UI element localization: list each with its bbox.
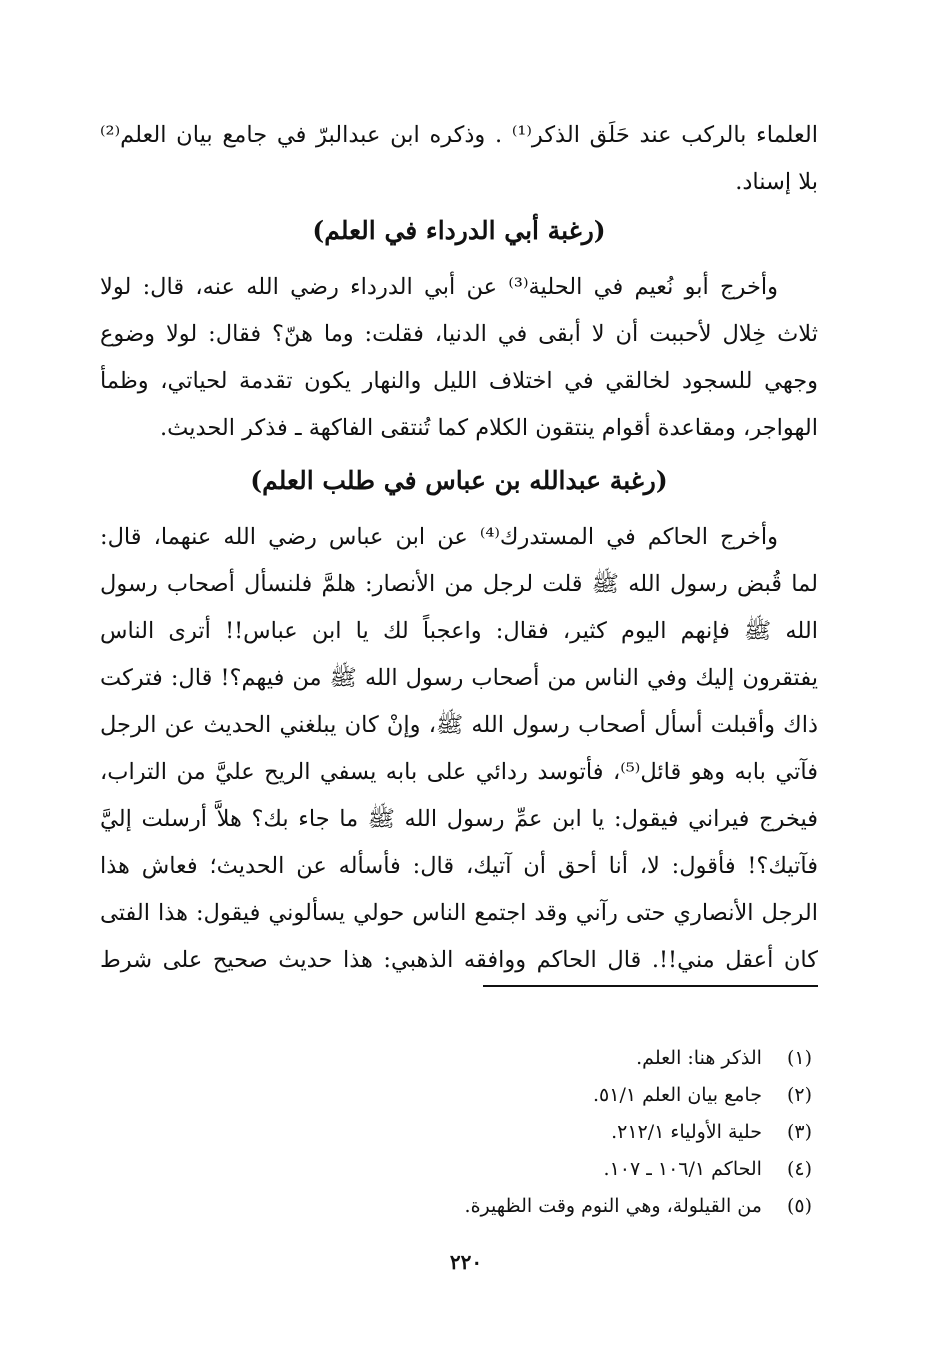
text-line: الله ﷺ فإنهم اليوم كثير، فقال: واعجباً لك يا ابن عباس!! أترى الناس	[100, 618, 818, 644]
footnote-item	[300, 1151, 812, 1188]
page-number: ٢٢٠	[449, 1250, 483, 1274]
footnote-number: (٤)	[786, 1158, 812, 1180]
text-line: بلا إسناد.	[735, 169, 818, 195]
footnote-text: الحاكم ١٠٦/١ ـ ١٠٧.	[603, 1158, 762, 1180]
footnote-number: (٢)	[786, 1084, 812, 1106]
footnote-item	[300, 1040, 812, 1077]
footnote-item	[300, 1188, 812, 1225]
text-line: العلماء بالركب عند حَلَق الذكر⁽¹⁾ . وذكره ابن عبدالبرّ في جامع بيان العلم⁽²⁾	[100, 122, 818, 148]
footnote-separator	[483, 985, 818, 987]
footnote-text: جامع بيان العلم ٥١/١.	[593, 1084, 762, 1106]
footnotes	[300, 1040, 812, 1225]
text-line: وأخرج الحاكم في المستدرك⁽⁴⁾ عن ابن عباس رضي الله عنهما، قال:	[100, 524, 778, 550]
text-line: فآتي بابه وهو قائل⁽⁵⁾، فأتوسد ردائي على بابه يسفي الريح عليَّ من التراب،	[100, 759, 818, 785]
paragraph-abu-darda	[100, 264, 818, 452]
text-line: وأخرج أبو نُعيم في الحلية⁽³⁾ عن أبي الدرداء رضي الله عنه، قال: لولا	[100, 274, 778, 300]
footnote-number: (١)	[786, 1047, 812, 1069]
footnote-item	[300, 1114, 812, 1151]
footnote-number: (٥)	[786, 1195, 812, 1217]
section-heading-abu-darda: (رغبة أبي الدرداء في العلم)	[312, 216, 606, 245]
text-line: فيخرج فيراني فيقول: يا ابن عمِّ رسول الله ﷺ ما جاء بك؟ هلاَّ أرسلت إليَّ	[100, 806, 818, 832]
text-line: ذاك وأقبلت أسأل أصحاب رسول الله ﷺ، وإنْ كان يبلغني الحديث عن الرجل	[100, 712, 818, 738]
footnote-text: من القيلولة، وهي النوم وقت الظهيرة.	[464, 1195, 762, 1217]
text-line: ثلاث خِلال لأحببت أن لا أبقى في الدنيا، فقلت: وما هنّ؟ فقال: لولا وضوع	[100, 321, 818, 347]
footnote-item	[300, 1077, 812, 1114]
footnote-text: الذكر هنا: العلم.	[636, 1047, 762, 1069]
text-line: وجهي للسجود لخالقي في اختلاف الليل والنهار يكون تقدمة لحياتي، وظمأ	[100, 368, 818, 394]
text-line: كان أعقل مني!!. قال الحاكم ووافقه الذهبي: هذا حديث صحيح على شرط	[100, 947, 818, 973]
text-line: يفتقرون إليك وفي الناس من أصحاب رسول الله ﷺ من فيهم؟! قال: فتركت	[100, 665, 818, 691]
paragraph-ibn-abbas	[100, 514, 818, 984]
text-line: الرجل الأنصاري حتى رآني وقد اجتمع الناس حولي يسألوني فيقول: هذا الفتى	[100, 900, 818, 926]
footnote-number: (٣)	[786, 1121, 812, 1143]
footnote-text: حلية الأولياء ٢١٢/١.	[611, 1121, 762, 1143]
text-line: لما قُبض رسول الله ﷺ قلت لرجل من الأنصار: هلمَّ فلنسأل أصحاب رسول	[100, 571, 818, 597]
section-heading-ibn-abbas: (رغبة عبدالله بن عباس في طلب العلم)	[250, 466, 668, 495]
text-line: الهواجر، ومقاعدة أقوام ينتقون الكلام كما تُنتقى الفاكهة ـ فذكر الحديث.	[160, 415, 818, 441]
text-line: فآتيك؟! فأقول: لا، أنا أحق أن آتيك، قال: فأسأله عن الحديث؛ فعاش هذا	[100, 853, 818, 879]
top-paragraph	[100, 112, 818, 206]
